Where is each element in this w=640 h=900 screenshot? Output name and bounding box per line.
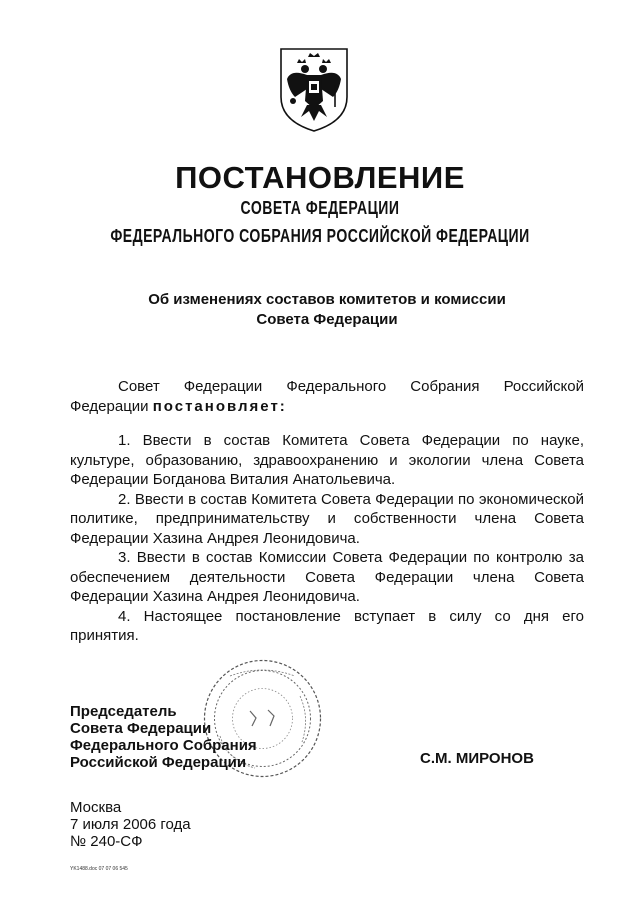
resolution-item-2: 2. Ввести в состав Комитета Совета Федерации по экономической политике, предпринимательству и собственности члена Совета Федерации Хазина Андрея Леонидовича. xyxy=(70,490,584,547)
preamble-text: Совет Федерации Федерального Собрания Российской Федерации xyxy=(70,378,584,415)
document-subject xyxy=(70,290,584,330)
document-number: № 240-СФ xyxy=(70,833,143,850)
subject-line2: Совета Федерации xyxy=(256,311,398,328)
resolution-item-1: 1. Ввести в состав Комитета Совета Федерации по науке, культуре, образованию, здравоохранению и экологии члена Совета Федерации Богданова Виталия Анатольевича. xyxy=(70,432,584,488)
footer-file-code: YK1488.doc 07 07 06 545 xyxy=(70,866,128,872)
date: 7 июля 2006 года xyxy=(70,816,191,833)
signatory-line1: Председатель xyxy=(70,703,177,720)
resolution-item-4: 4. Настоящее постановление вступает в силу со дня его принятия. xyxy=(70,607,584,644)
place-date-block xyxy=(70,799,191,850)
signatory-line4: Российской Федерации xyxy=(70,754,247,771)
subject-line1: Об изменениях составов комитетов и комиссии xyxy=(148,291,506,308)
signatory-line2: Совета Федерации xyxy=(70,720,212,737)
document-body xyxy=(70,377,584,646)
resolution-item-3: 3. Ввести в состав Комиссии Совета Федерации по контролю за обеспечением деятельности Совета Федерации члена Совета Федерации Хазина Андрея Леонидовича. xyxy=(70,549,584,605)
preamble-verb: постановляет: xyxy=(152,397,287,415)
city: Москва xyxy=(70,799,122,816)
signatory-line3: Федерального Собрания xyxy=(70,737,257,754)
document-subtitle-line1: СОВЕТА ФЕДЕРАЦИИ xyxy=(240,198,400,218)
signatory-name: С.М. МИРОНОВ xyxy=(420,750,534,767)
document-title: ПОСТАНОВЛЕНИЕ xyxy=(175,160,465,195)
coat-of-arms-icon xyxy=(277,45,351,133)
signatory-title xyxy=(70,703,257,771)
preamble-paragraph xyxy=(70,377,584,416)
document-subtitle-line2: ФЕДЕРАЛЬНОГО СОБРАНИЯ РОССИЙСКОЙ ФЕДЕРАЦИИ xyxy=(110,226,530,246)
